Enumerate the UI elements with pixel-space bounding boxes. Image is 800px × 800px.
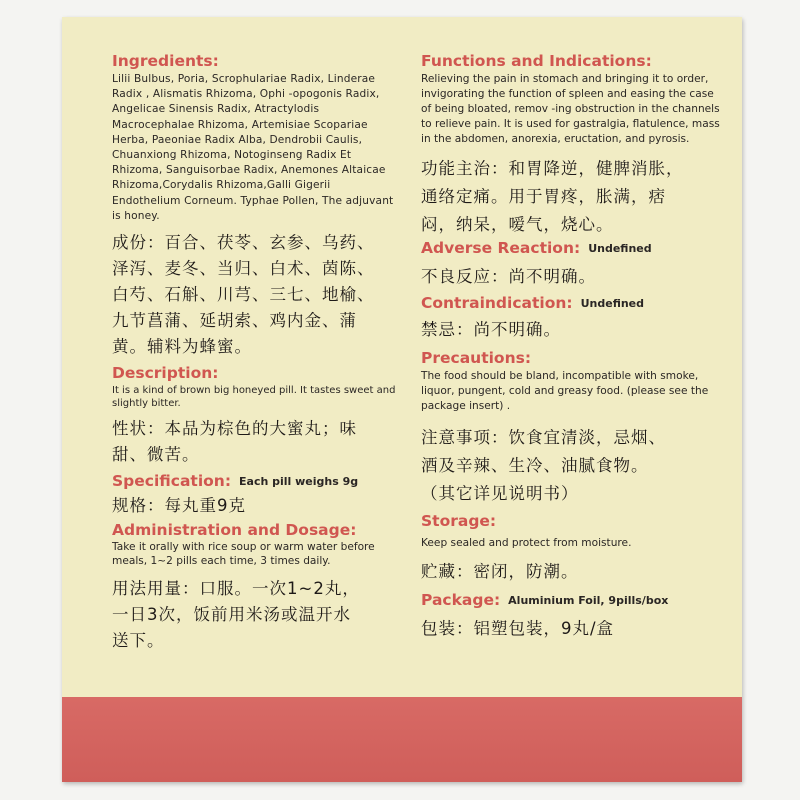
specification-heading — [112, 472, 402, 491]
adverse-reaction-text-zh: 不良反应：尚不明确。 — [421, 267, 596, 286]
administration-text-en: Take it orally with rice soup or warm water before meals, 1~2 pills each time, 3 times daily. — [112, 541, 375, 568]
precautions-text-en: The food should be bland, incompatible with smoke, liquor, pungent, cold and greasy food. (please see the package insert) . — [421, 370, 709, 412]
package-heading — [421, 591, 721, 610]
storage-heading: Storage: — [421, 512, 497, 530]
ingredients-text-zh: 成份：百合、茯苓、玄参、乌药、 泽泻、麦冬、当归、白术、茵陈、 白芍、石斛、川芎、三七、地榆、 九节菖蒲、延胡索、鸡内金、蒲 黄。辅料为蜂蜜。 — [112, 233, 375, 357]
contraindication-text-zh: 禁忌：尚不明确。 — [421, 320, 561, 339]
functions-heading: Functions and Indications: — [421, 52, 652, 70]
left-column — [112, 40, 402, 654]
precautions-text-zh: 注意事项：饮食宜清淡，忌烟、 酒及辛辣、生冷、油腻食物。 （其它详见说明书） — [421, 428, 666, 503]
adverse-reaction-heading — [421, 239, 721, 258]
specification-text-zh: 规格：每丸重9克 — [112, 496, 246, 516]
administration-heading: Administration and Dosage: — [112, 521, 357, 540]
storage-text-zh: 贮藏：密闭，防潮。 — [421, 562, 579, 581]
contraindication-heading-label: Contraindication: — [421, 294, 573, 312]
storage-text-en: Keep sealed and protect from moisture. — [421, 537, 632, 549]
functions-text-zh: 功能主治：和胃降逆，健脾消胀， 通络定痛。用于胃疼，胀满，痞 闷，纳呆，嗳气，烧心。 — [421, 159, 684, 234]
description-text-zh: 性状：本品为棕色的大蜜丸；味 甜、微苦。 — [112, 419, 357, 465]
ingredients-text-en: Lilii Bulbus, Poria, Scrophulariae Radix, Linderae Radix , Alismatis Rhizoma, Ophi -opogonis Radix, Angelicae Sinensis Radix, Atractylodis Macrocephalae Rhizoma, Artemisiae Scopariae Herba, Paeoniae Radix Alba, Dendrobii Caulis, Chuanxiong Rhizoma, Notoginseng Radix Et Rhizoma, Sanguisorbae Radix, Anemones Altaicae Rhizoma,Corydalis Rhizoma,Galli Gigerii Endothelium Corneum. Typhae Pollen, The adjuvant is honey. — [112, 73, 394, 222]
description-text-en: It is a kind of brown big honeyed pill. It tastes sweet and slightly bitter. — [112, 385, 396, 410]
contraindication-value: Undefined — [580, 297, 645, 310]
contraindication-heading — [421, 294, 721, 313]
description-heading: Description: — [112, 364, 219, 383]
precautions-heading: Precautions: — [421, 349, 532, 367]
package-heading-label: Package: — [421, 591, 501, 609]
right-column — [421, 40, 721, 642]
administration-text-zh: 用法用量：口服。一次1~2丸， 一日3次，饭前用米汤或温开水 送下。 — [112, 579, 360, 651]
adverse-reaction-heading-label: Adverse Reaction: — [421, 239, 581, 257]
package-text-zh: 包装：铝塑包装，9丸/盒 — [421, 619, 615, 638]
package-value: Aluminium Foil, 9pills/box — [508, 594, 669, 607]
specification-heading-label: Specification: — [112, 472, 232, 491]
specification-value: Each pill weighs 9g — [239, 475, 359, 489]
bottom-red-band — [62, 697, 742, 782]
ingredients-heading: Ingredients: — [112, 52, 219, 70]
functions-text-en: Relieving the pain in stomach and bringing it to order, invigorating the function of spleen and easing the case of being bloated, remov -ing obstruction in the channels to relieve pain. It is used for gastralgia, flatulence, mass in the abdomen, anorexia, eructation, and pyrosis. — [421, 73, 720, 145]
adverse-reaction-value: Undefined — [588, 242, 652, 255]
